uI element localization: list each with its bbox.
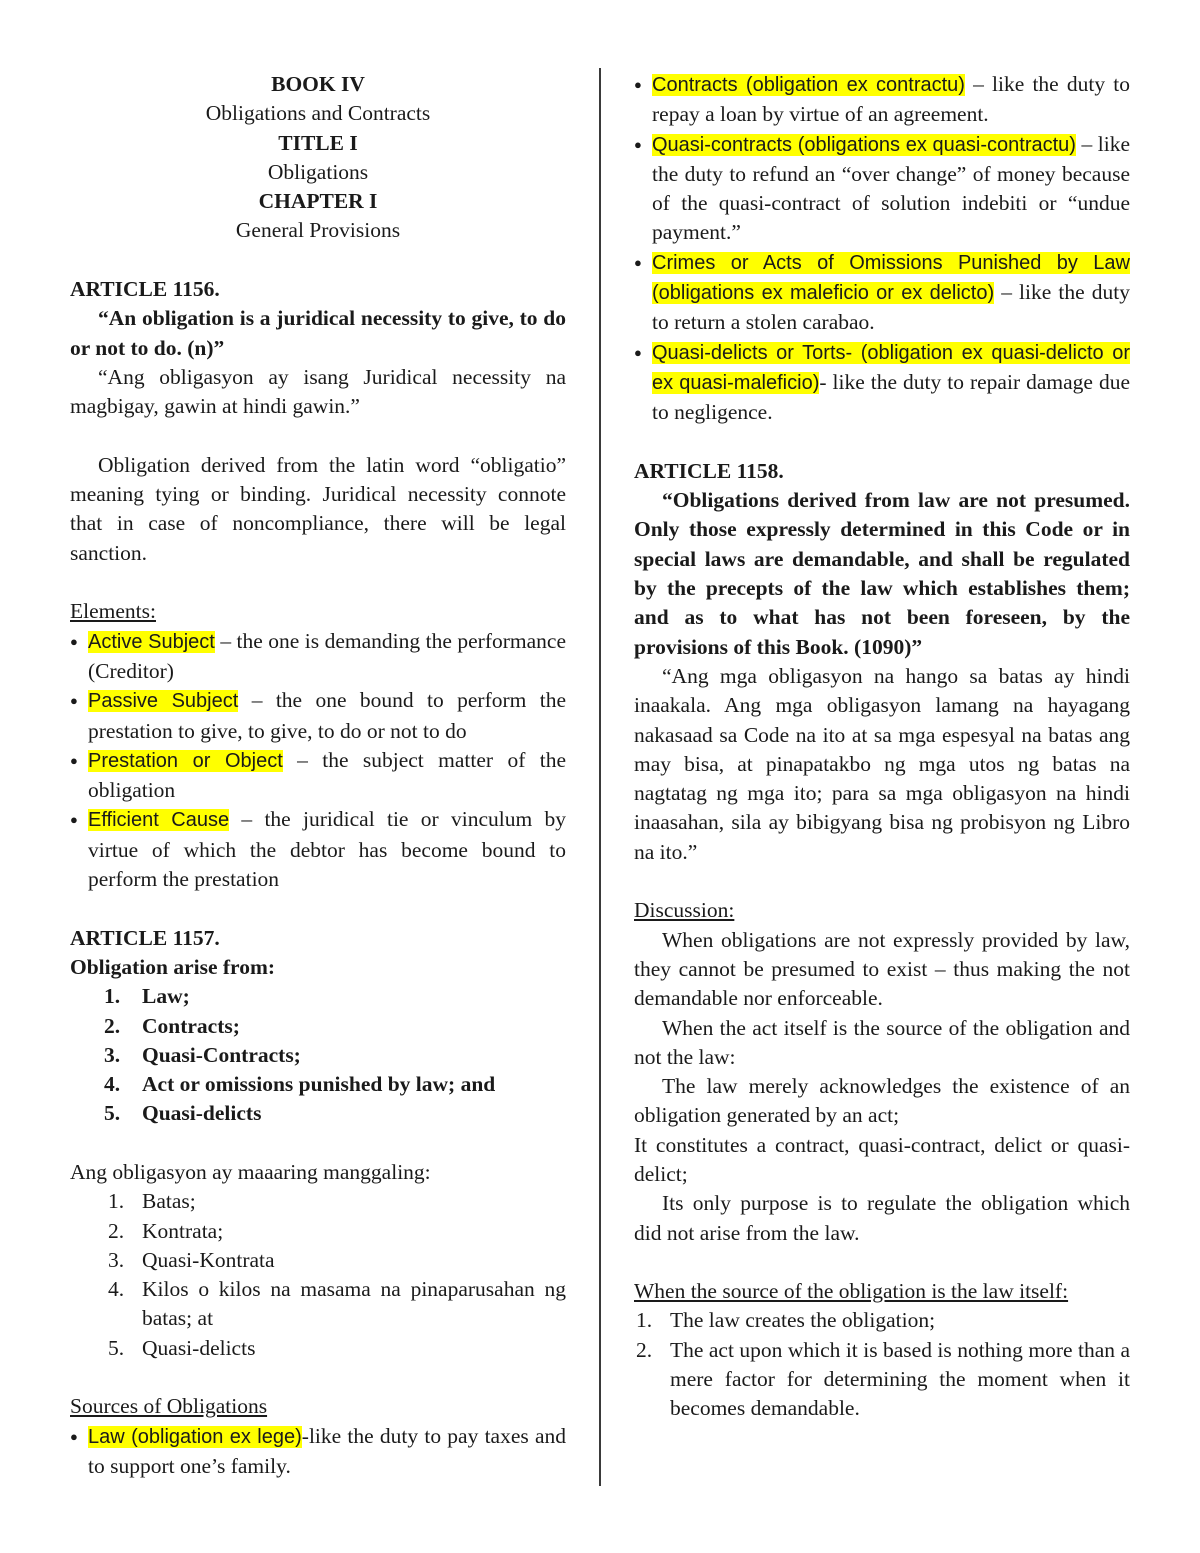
sources-of-obligations-list-cont (634, 70, 1130, 428)
highlighted-term: Prestation or Object (88, 749, 283, 772)
book-title: Obligations and Contracts (205, 101, 431, 126)
sources-list-filipino (70, 1187, 566, 1363)
article-1158-quote: “Obligations derived from law are not presumed. Only those expressly determined in this Code or in special laws are demandable, and shall be regulated by the precepts of the law which establishes them; and as to what has not been foreseen, by the provisions of this Book. (1090)” (634, 488, 1130, 659)
elements-list (70, 627, 566, 895)
list-item: 5. Quasi-delicts (108, 1335, 256, 1360)
article-1156-quote: “An obligation is a juridical necessity to give, to do or not to do. (n)” (70, 306, 566, 360)
elements-label: Elements: (70, 599, 156, 624)
article-1156-translation: “Ang obligasyon ay isang Juridical necessity na magbigay, gawin at hindi gawin.” (70, 364, 566, 419)
list-item: ● Active Subject – the one is demanding the performance (Creditor) (70, 627, 566, 687)
highlighted-term: Crimes or Acts of Omissions Punished by Law (obligations ex maleficio or ex delicto) (652, 251, 1130, 305)
chapter-heading: CHAPTER I (258, 189, 378, 214)
list-item: ● Passive Subject – the one bound to perform the prestation to give, to give, to do or not to do (70, 686, 566, 746)
highlighted-term: Passive Subject (88, 690, 239, 713)
list-item: 1. The law creates the obligation; (636, 1308, 936, 1333)
highlighted-term: Active Subject (88, 630, 215, 653)
list-item: 1. Batas; (108, 1189, 196, 1214)
sources-of-obligations-list-start (70, 1422, 566, 1482)
title-heading: TITLE I (278, 130, 358, 155)
list-item: 2. The act upon which it is based is nothing more than a mere factor for determining the moment when it becomes demandable. (636, 1337, 1130, 1421)
article-1157-intro-filipino: Ang obligasyon ay maaaring manggaling: (70, 1159, 431, 1184)
list-item: 3. Quasi-Kontrata (108, 1247, 275, 1272)
discussion-paragraph: When the act itself is the source of the obligation and not the law: (634, 1015, 1130, 1069)
law-source-list (634, 1306, 1130, 1423)
list-item: ● Contracts (obligation ex contractu) – like the duty to repay a loan by virtue of an agreement. (634, 70, 1130, 130)
list-item: ● Crimes or Acts of Omissions Punished by Law (obligations ex maleficio or ex delicto) – like the duty to return a stolen carabao. (634, 248, 1130, 338)
discussion-paragraph: It constitutes a contract, quasi-contract, delict or quasi-delict; (634, 1132, 1130, 1186)
list-item: 3. Quasi-Contracts; (104, 1042, 301, 1067)
right-column (634, 70, 1130, 1424)
list-item: 1. Law; (104, 984, 190, 1009)
list-item: 5. Quasi-delicts (104, 1101, 262, 1126)
article-1158-translation: “Ang mga obligasyon na hango sa batas ay hindi inaakala. Ang mga obligasyon lamang na hayagang nakasaad sa Code na ito at sa mga espesyal na batas ang may bisa, at pinapatakbo ng mga utos ng batas na nagtatag ng mga ito; para sa mga obligasyon na hindi inaasahan, sila ay bibigyang bisa ng probisyon ng Libro na ito.” (634, 663, 1130, 864)
highlighted-term: Law (obligation ex lege) (88, 1425, 302, 1448)
article-1157-intro: Obligation arise from: (70, 954, 276, 979)
article-1156-explanation: Obligation derived from the latin word “obligatio” meaning tying or binding. Juridical necessity connote that in case of noncompliance, there will be legal sanction. (70, 452, 566, 565)
highlighted-term: Quasi-contracts (obligations ex quasi-contractu) (652, 133, 1076, 156)
title-name: Obligations (267, 159, 369, 184)
list-item: ● Law (obligation ex lege)-like the duty to pay taxes and to support one’s family. (70, 1422, 566, 1482)
book-heading: BOOK IV (271, 72, 365, 96)
column-divider (599, 68, 601, 1486)
law-source-label: When the source of the obligation is the law itself: (634, 1279, 1069, 1304)
discussion-paragraph: When obligations are not expressly provided by law, they cannot be presumed to exist – thus making the not demandable nor enforceable. (634, 927, 1130, 1011)
sources-of-obligations-label: Sources of Obligations (70, 1394, 268, 1419)
list-item: ● Efficient Cause – the juridical tie or vinculum by virtue of which the debtor has become bound to perform the prestation (70, 805, 566, 894)
list-item: 4. Kilos o kilos na masama na pinaparusahan ng batas; at (108, 1277, 566, 1331)
article-1158-heading: ARTICLE 1158. (634, 458, 784, 483)
discussion-label: Discussion: (634, 898, 735, 923)
left-column (70, 70, 566, 1481)
article-1157-heading: ARTICLE 1157. (70, 925, 220, 950)
discussion-paragraph: The law merely acknowledges the existence of an obligation generated by an act; (634, 1074, 1130, 1128)
list-item: ● Prestation or Object – the subject matter of the obligation (70, 746, 566, 806)
sources-list (70, 982, 566, 1128)
list-item: ● Quasi-contracts (obligations ex quasi-contractu) – like the duty to refund an “over change” of money because of the quasi-contract of solution indebiti or “undue payment.” (634, 130, 1130, 248)
list-item: ● Quasi-delicts or Torts- (obligation ex quasi-delicto or ex quasi-maleficio)- like the duty to repair damage due to negligence. (634, 338, 1130, 428)
highlighted-term: Efficient Cause (88, 809, 230, 832)
chapter-name: General Provisions (235, 218, 401, 243)
discussion-paragraph: Its only purpose is to regulate the obligation which did not arise from the law. (634, 1191, 1130, 1245)
highlighted-term: Quasi-delicts or Torts- (obligation ex quasi-delicto or ex quasi-maleficio) (652, 341, 1130, 394)
list-item: 2. Kontrata; (108, 1218, 224, 1243)
list-item: 2. Contracts; (104, 1013, 240, 1038)
highlighted-term: Contracts (obligation ex contractu) (652, 74, 965, 96)
article-1156-heading: ARTICLE 1156. (70, 277, 220, 302)
list-item: 4. Act or omissions punished by law; and (104, 1072, 496, 1097)
